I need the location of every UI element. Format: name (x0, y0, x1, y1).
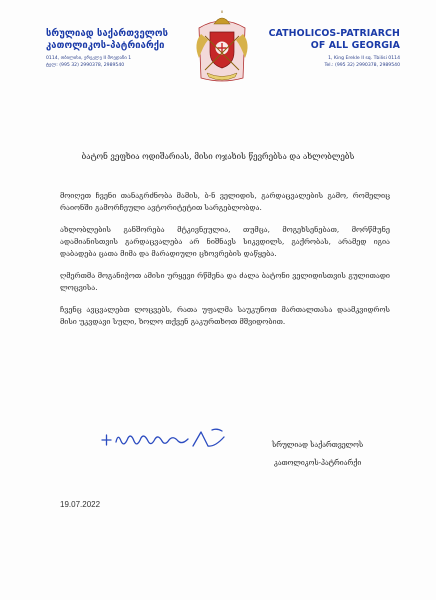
patriarchate-emblem-icon (193, 10, 251, 86)
letter-body (60, 190, 390, 338)
letter-salutation: ბატონ ვეფხია ოდიშარიას, მისი ოჯახის წევრებსა და ახლობლებს (81, 152, 355, 161)
letter-paragraph: ახლობლების განშორება მტკივნეულია, თუმცა, მოგეხსენებათ, მორწმუნე ადამიანისთვის გარდაცვალება არ ნიშნავს სიკვდილს, გაქრობას, არამედ იგია დაბადება ცათა მიმა და მარადიული ცხოვრების დაწყება. (60, 225, 390, 258)
letterhead-english-address (260, 55, 400, 69)
letterhead-english-phone: Tel.: (995 32) 2990378, 2989540 (324, 63, 400, 68)
letterhead-georgian-title-2: კათოლიკოს-პატრიარქი (46, 40, 165, 51)
letter-paragraph: მოიღეთ ჩვენი თანაგრძნობა მამის, ბ-ნ ველიდის, გარდაცვალების გამო, რომელიც რაიონში გამორჩეული ავტორიტეტით სარგებლობდა. (60, 191, 390, 212)
signatory-title-line-2: კათოლიკოს-პატრიარქი (274, 459, 362, 467)
letter-paragraph: ჩვენც ავცვალებთ ლოცვებს, რათა უფალმა საუკუნოთ მართალთასა დაამკვიდროს მისი უკვდავი სული, ხოლო თქვენ გაკურთხოთ მშვიდობით. (60, 305, 390, 326)
letterhead-english-title-2: OF ALL GEORGIA (310, 40, 400, 51)
letter-date: 19.07.2022 (60, 500, 101, 509)
letterhead-georgian (46, 28, 186, 69)
letterhead-georgian-address (46, 55, 186, 69)
handwritten-signature (98, 424, 228, 452)
letterhead-georgian-title-1: სრულიად საქართველოს (46, 28, 169, 39)
letterhead-georgian-phone: ტელ: (995 32) 2990378, 2989540 (46, 63, 125, 68)
letterhead-english-street: 1, King Erekle II sq. Tbilisi 0114 (328, 56, 400, 61)
letterhead-english-title-1: CATHOLICOS-PATRIARCH (268, 28, 400, 39)
signatory-title-line-1: სრულიად საქართველოს (272, 441, 364, 449)
letter-paragraph: ღმერთმა მოგანიჭოთ ამისი ურყევი რწმენა და ძალა ბატონი ველიდისთვის გულითადი ლოცვისა. (60, 271, 390, 292)
letterhead-georgian-street: 0114, თბილისი, ერეკლე II მოედანი 1 (46, 56, 132, 61)
letterhead-english (260, 28, 400, 69)
signatory-title (272, 436, 363, 472)
